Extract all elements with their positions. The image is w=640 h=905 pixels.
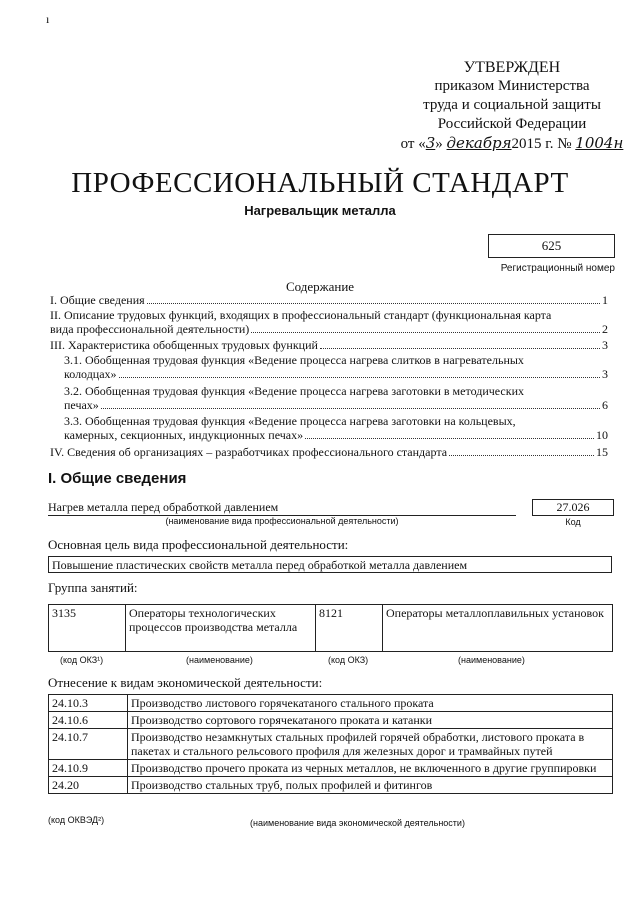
toc-item-page: 2: [602, 322, 608, 336]
table-row: [49, 695, 613, 712]
toc-item-text: IV. Сведения об организациях – разработчиках профессионального стандарта: [50, 445, 448, 459]
okved-code: 24.10.6: [49, 712, 128, 729]
toc-item-4[interactable]: [50, 445, 608, 459]
okved-code: 24.20: [49, 777, 128, 794]
date-day: 3: [425, 134, 436, 152]
group-name-caption-2: (наименование): [458, 655, 525, 665]
goal-text: Повышение пластических свойств металла перед обработкой металла давлением: [48, 556, 612, 573]
toc-item-3-1[interactable]: [50, 353, 608, 381]
toc-item-text-cont: колодцах»: [64, 367, 117, 381]
table-row: [49, 777, 613, 794]
approval-line-1: приказом Министерства: [434, 78, 590, 94]
okved-code-caption: (код ОКВЭД²): [48, 815, 105, 825]
toc-item-text: I. Общие сведения: [50, 293, 145, 307]
okved-table: [48, 694, 613, 794]
toc-item-text-cont: камерных, секционных, индукционных печах»: [64, 428, 304, 442]
okved-code: 24.10.3: [49, 695, 128, 712]
occupation-group-table: [48, 604, 613, 652]
toc-item-3-2[interactable]: [50, 384, 608, 412]
okved-code: 24.10.7: [49, 729, 128, 760]
table-row: [49, 729, 613, 760]
okved-code: 24.10.9: [49, 760, 128, 777]
toc-heading: Содержание: [285, 279, 355, 294]
toc-item-1[interactable]: [50, 293, 608, 307]
group-code: 8121: [316, 605, 383, 652]
activity-kind-code: 27.026: [532, 499, 614, 516]
toc-item-page: 1: [602, 293, 608, 307]
approval-line-2: труда и социальной защиты: [423, 97, 601, 113]
document-subtitle: Нагревальщик металла: [244, 203, 396, 218]
okved-name: Производство прочего проката из черных металлов, не включенного в другие группировки: [128, 760, 613, 777]
date-year: 2015 г. №: [511, 136, 572, 152]
document-title: ПРОФЕССИОНАЛЬНЫЙ СТАНДАРТ: [71, 167, 569, 199]
activity-kind-caption: (наименование вида профессиональной деятельности): [165, 516, 399, 526]
table-row: [49, 605, 613, 652]
registration-number-label: Регистрационный номер: [500, 263, 615, 274]
okz-caption-2: (код ОКЗ): [328, 655, 369, 665]
approval-line-3: Российской Федерации: [437, 116, 587, 132]
okz-caption: (код ОКЗ¹): [60, 655, 104, 665]
order-number: 1004н: [575, 134, 624, 152]
toc-item-text-cont: печах»: [64, 398, 99, 412]
toc-item-2[interactable]: [50, 308, 608, 336]
toc-item-text: III. Характеристика обобщенных трудовых функций: [50, 338, 318, 352]
corner-mark: ı: [46, 12, 50, 26]
group-name: Операторы технологических процессов производства металла: [126, 605, 316, 652]
toc-item-3-3[interactable]: [50, 414, 608, 442]
okved-name: Производство стальных труб, полых профилей и фитингов: [128, 777, 613, 794]
toc-item-page: 3: [602, 367, 608, 381]
activity-kind-name: Нагрев металла перед обработкой давлением: [48, 500, 516, 516]
toc-item-text-cont: вида профессиональной деятельности): [50, 322, 250, 336]
group-name-caption: (наименование): [186, 655, 253, 665]
toc-item-3[interactable]: [50, 338, 608, 352]
goal-label: Основная цель вида профессиональной деятельности:: [48, 537, 349, 552]
section-heading: I. Общие сведения: [48, 470, 187, 487]
toc-item-text: 3.1. Обобщенная трудовая функция «Ведение процесса нагрева слитков в нагревательных: [64, 353, 524, 367]
toc-item-page: 15: [596, 445, 608, 459]
date-month: декабря: [446, 134, 512, 152]
okved-name: Производство сортового горячекатаного проката и катанки: [128, 712, 613, 729]
date-prefix: от «: [400, 136, 426, 152]
toc-item-text: 3.2. Обобщенная трудовая функция «Ведение процесса нагрева заготовки в методических: [64, 384, 524, 398]
toc-item-page: 3: [602, 338, 608, 352]
toc-item-text: 3.3. Обобщенная трудовая функция «Ведение процесса нагрева заготовки на кольцевых,: [64, 414, 516, 428]
toc-item-page: 10: [596, 428, 608, 442]
group-label: Группа занятий:: [48, 580, 138, 595]
approval-date: [392, 134, 632, 154]
okved-name: Производство листового горячекатаного стального проката: [128, 695, 613, 712]
table-row: [49, 712, 613, 729]
toc-item-page: 6: [602, 398, 608, 412]
okved-name-caption: (наименование вида экономической деятельности): [250, 818, 465, 828]
approval-block: [392, 58, 632, 154]
toc-item-text: II. Описание трудовых функций, входящих в профессиональный стандарт (функциональная карта: [50, 308, 552, 322]
activity-code-caption: Код: [565, 517, 581, 527]
date-mid: »: [435, 136, 447, 152]
group-name: Операторы металлоплавильных установок: [383, 605, 613, 652]
okved-label: Отнесение к видам экономической деятельности:: [48, 675, 323, 690]
registration-number-box: 625: [488, 234, 615, 258]
table-row: [49, 760, 613, 777]
okved-name: Производство незамкнутых стальных профилей горячей обработки, листового проката в пакетах и стального рельсового профиля для железных дорог и трамвайных путей: [128, 729, 613, 760]
group-code: 3135: [49, 605, 126, 652]
approval-title: УТВЕРЖДЕН: [463, 59, 561, 76]
